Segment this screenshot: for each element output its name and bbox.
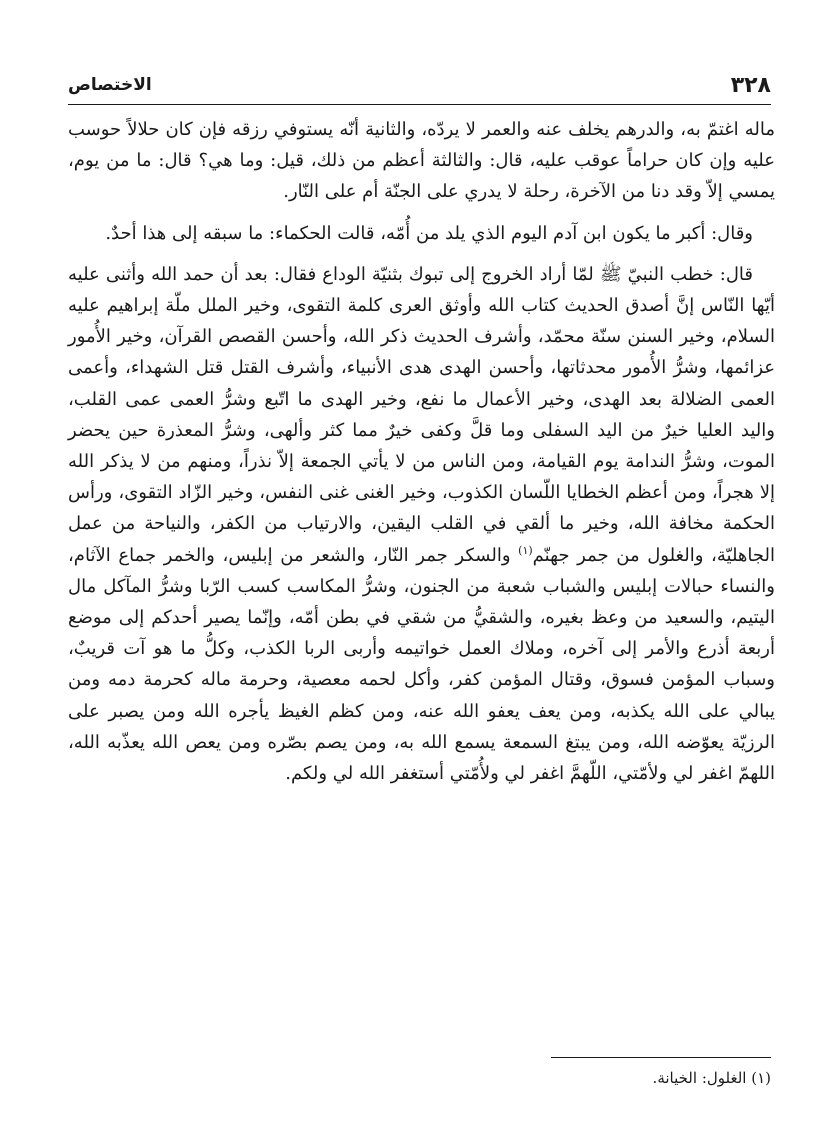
footnote-marker[interactable]: (١) [518,543,533,557]
page-number: ٣٢٨ [730,72,771,98]
main-text [68,114,775,799]
paragraph-text: وقال: أكبر ما يكون ابن آدم اليوم الذي يلد من أُمّه، قالت الحكماء: ما سبقه إلى هذا أحدٌ. [105,222,753,244]
paragraph-text: قال: خطب النبيّ ﷺ لمّا أراد الخروج إلى تبوك بثنيّة الوداع فقال: بعد أن حمد الله وأثنى عليه أيّها النّاس إنَّ أصدق الحديث كتاب الله وأوثق العرى كلمة التقوى، وخير الملل ملّة إبراهيم عليه السلام، وخير السنن سنّة محمّد، وأشرف الحديث ذكر الله، وأحسن القصص القرآن، وخير الأُمور عزائمها، وشرُّ الأُمور محدثاتها، وأحسن الهدى هدى الأنبياء، وأشرف القتل قتل الشهداء، وأعمى العمى الضلالة بعد الهدى، وخير الأعمال ما نفع، وخير الهدى ما اتّبع وشرُّ العمى عمى القلب، واليد العليا خيرٌ من اليد السفلى وما قلَّ وكفى خيرٌ مما كثر وألهى، وشرُّ المعذرة حين يحضر الموت، وشرُّ الندامة يوم القيامة، ومن الناس من لا يأتي الجمعة إلاّ نذراً، ومنهم من لا يذكر الله إلا هجراً، ومن أعظم الخطايا اللّسان الكذوب، وخير الغنى غنى النفس، وخير الزّاد التقوى، ورأس الحكمة مخافة الله، وخير ما ألقي في القلب اليقين، والارتياب من الكفر، والنياحة من عمل الجاهليّة، والغلول من جمر جهنّم [68,263,775,566]
paragraph-text-continued: والسكر جمر النّار، والشعر من إبليس، والخمر جماع الآثام، والنساء حبالات إبليس والشباب شعبة من الجنون، وشرُّ المكاسب كسب الرّبا وشرُّ المآكل مال اليتيم، والسعيد من وعظ بغيره، والشقيُّ من شقي في بطن أمّه، وإنّما يصير أحدكم إلى موضع أربعة أذرع والأمر إلى آخره، وملاك العمل خواتيمه وأربى الربا الكذب، وكلُّ ما هو آت قريبٌ، وسباب المؤمن فسوق، وقتال المؤمن كفر، وأكل لحمه معصية، وحرمة ماله كحرمة دمه ومن يبالي على الله يكذبه، ومن يعف يعفو الله عنه، ومن كظم الغيظ يأجره الله ومن يصبر على الرزيّة يعوّضه الله، ومن يبتغ السمعة يسمع الله به، ومن يصم بصّره ومن يعص الله يعذّبه الله، اللهمّ اغفر لي ولأمّتي، اللّهمَّ اغفر لي ولأُمّتي أستغفر الله لي ولكم. [68,544,775,785]
paragraph-text: ماله اغتمّ به، والدرهم يخلف عنه والعمر لا يردّه، والثانية أنّه يستوفي رزقه فإن كان حلالاً حوسب عليه وإن كان حراماً عوقب عليه، قال: والثالثة أعظم من ذلك، قيل: وما هي؟ قال: ما من يوم، يمسي إلاّ وقد دنا من الآخرة، رحلة لا يدري على الجنّة أم على النّار. [68,119,776,203]
paragraph-2 [68,218,775,249]
footnote-rule [551,1057,771,1058]
running-title: الاختصاص [68,75,152,95]
header-rule [68,104,771,105]
page-header [68,68,771,102]
footnote: (١) الغلول: الخيانة. [652,1069,771,1087]
paragraph-1 [68,114,775,208]
paragraph-3 [68,259,775,789]
